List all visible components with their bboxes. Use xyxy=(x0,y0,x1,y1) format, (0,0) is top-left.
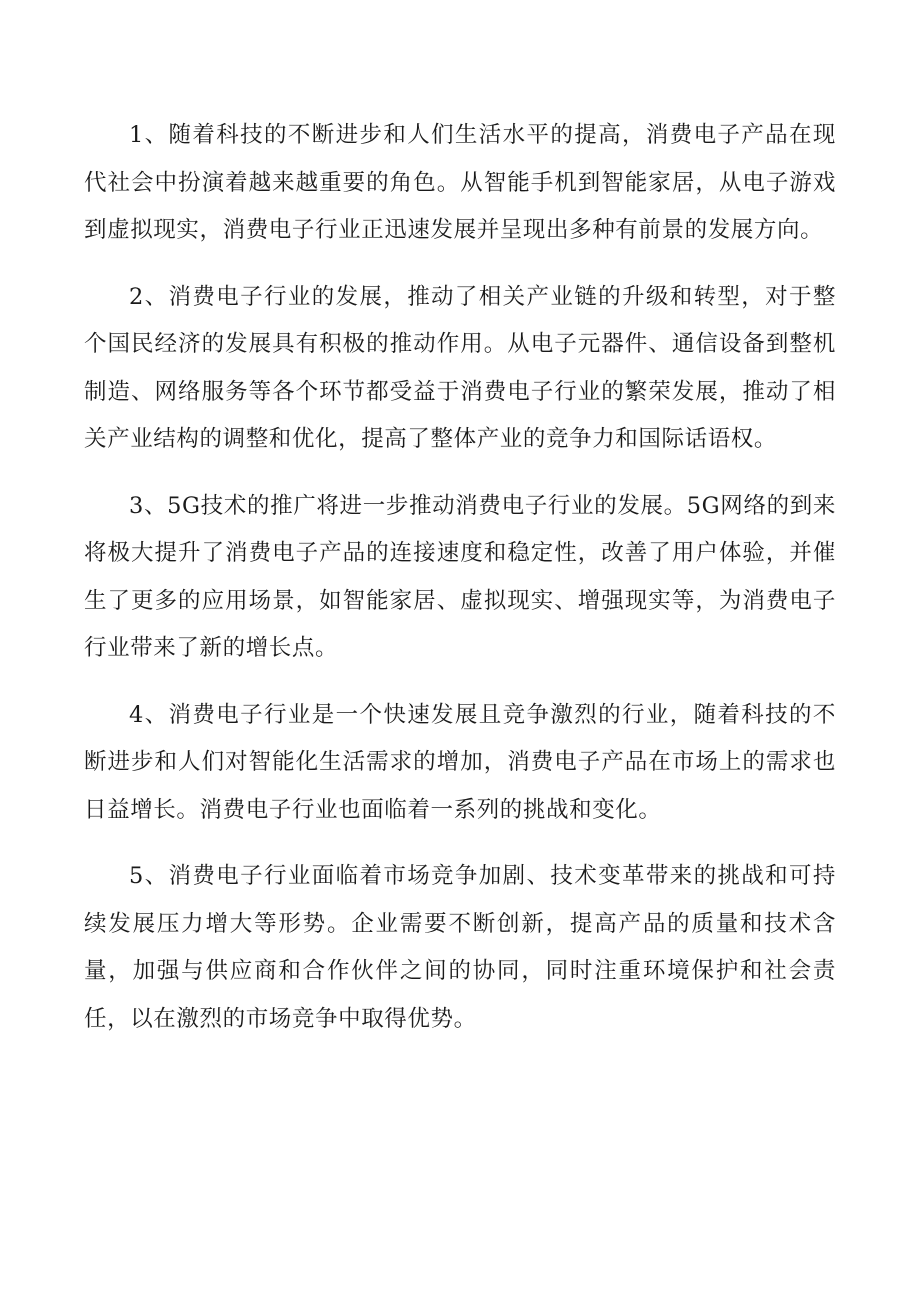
paragraph-3: 3、5G技术的推广将进一步推动消费电子行业的发展。5G网络的到来将极大提升了消费电子产品的连接速度和稳定性，改善了用户体验，并催生了更多的应用场景，如智能家居、虚拟现实、增强现实等，为消费电子行业带来了新的增长点。 xyxy=(84,492,836,661)
document-body xyxy=(84,112,836,1062)
paragraph-2: 2、消费电子行业的发展，推动了相关产业链的升级和转型，对于整个国民经济的发展具有积极的推动作用。从电子元器件、通信设备到整机制造、网络服务等各个环节都受益于消费电子行业的繁荣发展，推动了相关产业结构的调整和优化，提高了整体产业的竞争力和国际话语权。 xyxy=(84,283,836,452)
paragraph-1: 1、随着科技的不断进步和人们生活水平的提高，消费电子产品在现代社会中扮演着越来越重要的角色。从智能手机到智能家居，从电子游戏到虚拟现实，消费电子行业正迅速发展并呈现出多种有前景的发展方向。 xyxy=(84,122,836,243)
paragraph-4: 4、消费电子行业是一个快速发展且竞争激烈的行业，随着科技的不断进步和人们对智能化生活需求的增加，消费电子产品在市场上的需求也日益增长。消费电子行业也面临着一系列的挑战和变化。 xyxy=(84,701,836,823)
paragraph-5: 5、消费电子行业面临着市场竞争加剧、技术变革带来的挑战和可持续发展压力增大等形势。企业需要不断创新，提高产品的质量和技术含量，加强与供应商和合作伙伴之间的协同，同时注重环境保护和社会责任，以在激烈的市场竞争中取得优势。 xyxy=(84,863,836,1032)
